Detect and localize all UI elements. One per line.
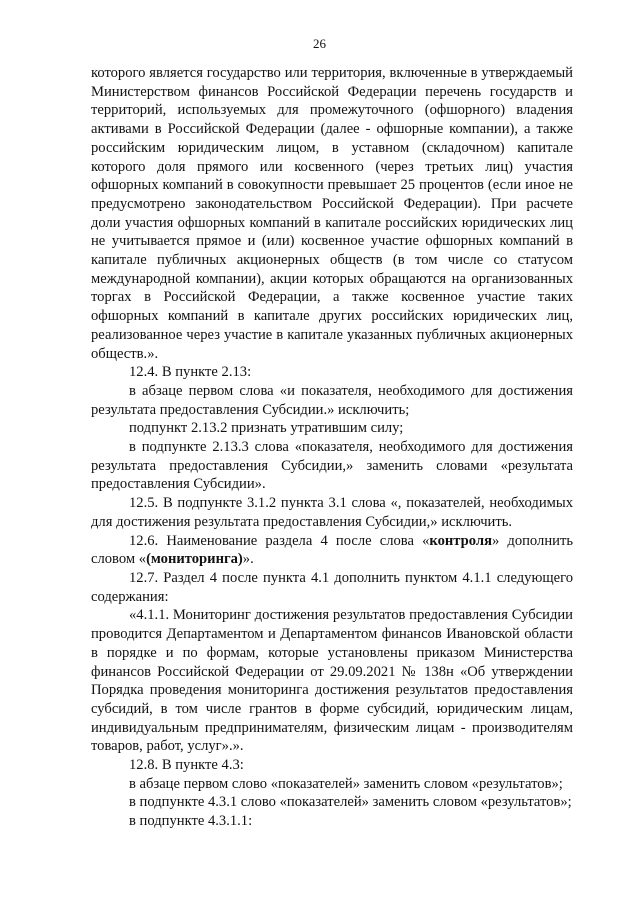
paragraph-12-7: 12.7. Раздел 4 после пункта 4.1 дополнить пунктом 4.1.1 следующего содержания: [91,569,573,605]
paragraph-12-6-bold-control: контроля [429,532,492,549]
page-number: 26 [313,36,326,51]
paragraph-12-6-part-a: 12.6. Наименование раздела 4 после слова « [129,532,430,549]
paragraph-12-6-part-e: ». [242,551,254,568]
paragraph-12-6-part-c: » дополнить словом « [91,532,573,568]
paragraph-12-4-subpoint-2-13-2: подпункт 2.13.2 признать утратившим силу; [129,420,404,437]
paragraph-12-8-subpoint-4-3-1: в подпункте 4.3.1 слово «показателей» заменить словом «результатов»; [129,794,572,811]
paragraph-12-8-subpoint-4-3-1-1: в подпункте 4.3.1.1: [129,813,253,830]
paragraph-12-4: 12.4. В пункте 2.13: [129,364,252,381]
paragraph-4-1-1: «4.1.1. Мониторинг достижения результатов предоставления Субсидии проводится Департаментом и Департаментом финансов Ивановской области в порядке и по формам, которые установлены приказом Министерства финансов Российской Федерации от 29.09.2021 № 138н «Об утверждении Порядка проведения мониторинга достижения результатов предоставления субсидий, в том числе грантов в форме субсидий, юридическим лицам, индивидуальным предпринимателям, физическим лицам - производителям товаров, работ, услуг».». [91,607,573,755]
paragraph-12-6-bold-monitoring: (мониторинга) [146,551,243,568]
paragraph-12-6 [91,532,573,569]
paragraph-12-8-first-abzac: в абзаце первом слово «показателей» заменить словом «результатов»; [129,775,563,792]
paragraph-12-5: 12.5. В подпункте 3.1.2 пункта 3.1 слова «, показателей, необходимых для достижения результата предоставления Субсидии,» исключить. [91,495,573,530]
paragraph-12-4-subpoint-2-13-3: в подпункте 2.13.3 слова «показателя, необходимого для достижения результата предоставления Субсидии,» заменить словами «результата предоставления Субсидии». [91,439,573,493]
document-body [91,64,573,831]
paragraph-12-4-first-abzac: в абзаце первом слова «и показателя, необходимого для достижения результата предоставления Субсидии.» исключить; [91,382,573,418]
paragraph-12-8: 12.8. В пункте 4.3: [129,757,244,774]
paragraph-offshore-continuation: которого является государство или территория, включенные в утверждаемый Министерством финансов Российской Федерации перечень государств и территорий, используемых для промежуточного (офшорного) владения активами в Российской Федерации (далее - офшорные компании), а также российским юридическим лицом, в уставном (складочном) капитале которого доля прямого или косвенного (через третьих лиц) участия офшорных компаний в совокупности превышает 25 процентов (если иное не предусмотрено законодательством Российской Федерации). При расчете доли участия офшорных компаний в капитале российских юридических лиц не учитывается прямое и (или) косвенное участие офшорных компаний в капитале публичных акционерных обществ (в том числе со статусом международной компании), акции которых обращаются на организованных торгах в Российской Федерации, а также косвенное участие таких офшорных компаний в капитале других российских юридических лиц, реализованное через участие в капитале указанных публичных акционерных обществ.». [91,65,573,362]
